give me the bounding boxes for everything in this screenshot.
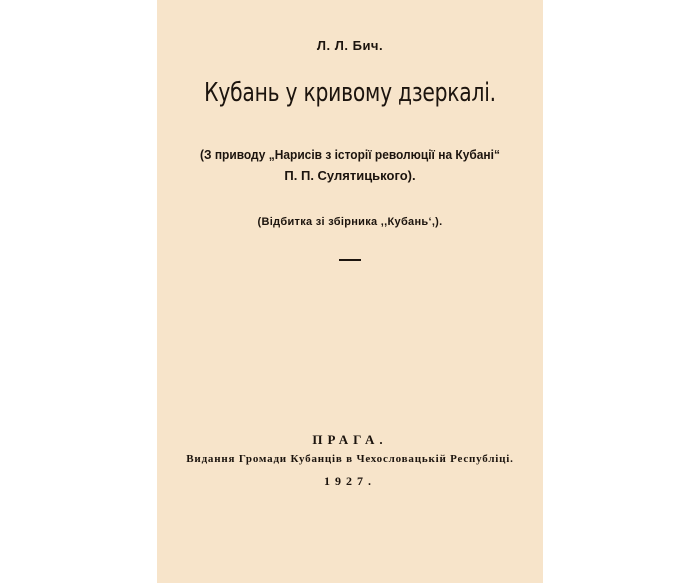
author-name: Л. Л. Бич. xyxy=(316,38,384,53)
publisher-line: Видання Громади Кубанців в Чехословацькій Республіці. xyxy=(186,453,514,465)
publication-city: ПРАГА. xyxy=(312,432,388,447)
subtitle-line-2: П. П. Сулятицького). xyxy=(284,168,416,183)
subtitle-line-1: (З приводу „Нарисів з історії революції на Кубані“ xyxy=(200,147,500,162)
publication-year: 1927. xyxy=(324,474,376,488)
book-title: Кубань у кривому дзеркалі. xyxy=(204,78,496,108)
decorative-rule xyxy=(339,259,361,261)
book-cover-page xyxy=(157,0,543,583)
offprint-note: (Відбитка зі збірника ,,Кубань‘,). xyxy=(257,216,443,228)
